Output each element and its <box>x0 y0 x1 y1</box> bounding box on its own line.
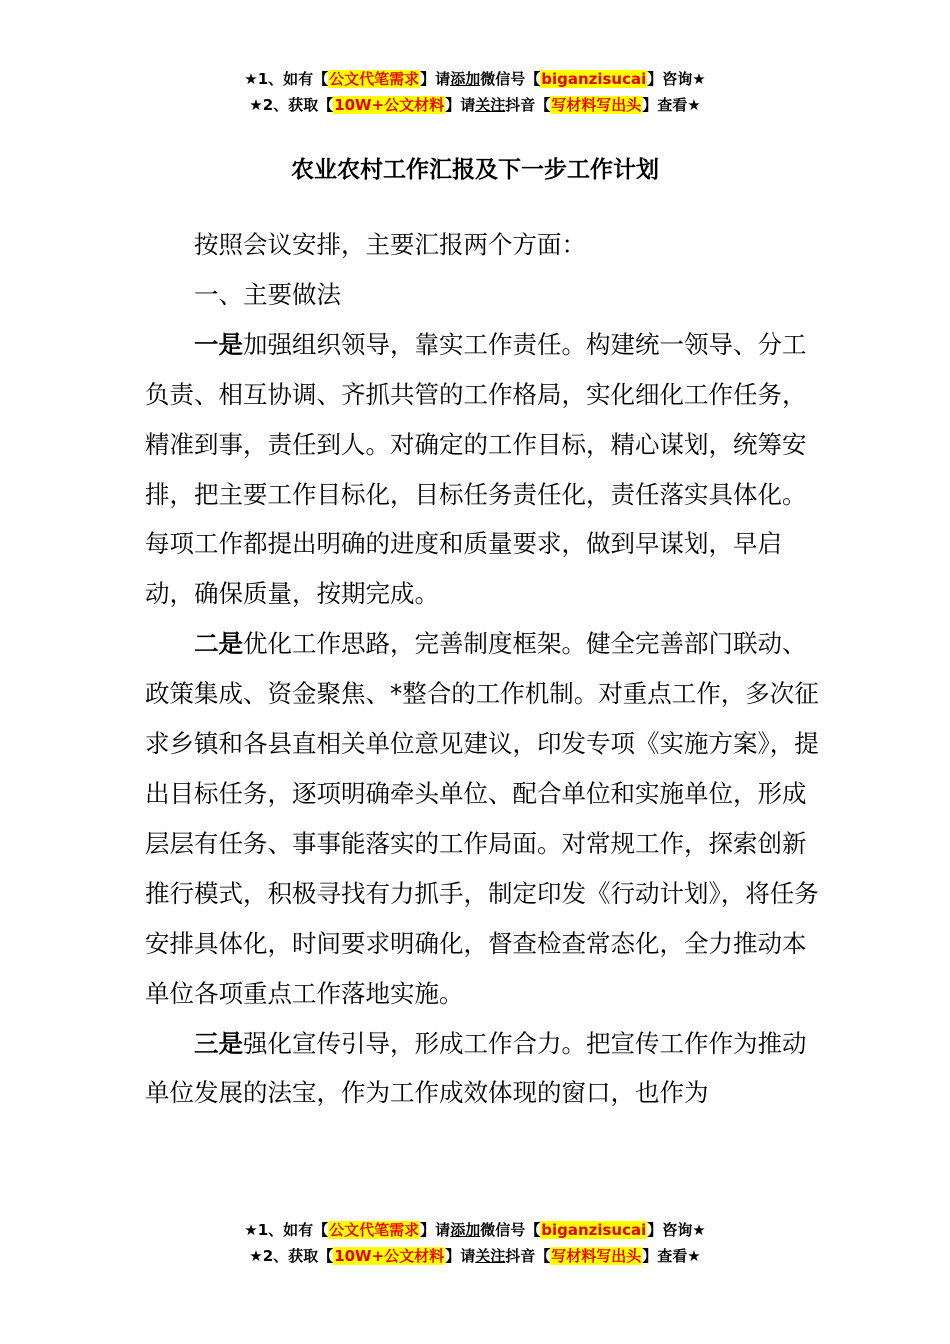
banner-underline: 关注 <box>475 1247 506 1265</box>
banner-douyin-id: 写材料写出头 <box>551 1247 642 1265</box>
footer-banner <box>0 1217 950 1269</box>
paragraph-lead: 三是 <box>194 1028 243 1058</box>
banner-line-1 <box>0 66 950 92</box>
banner-line-2 <box>0 92 950 118</box>
body-paragraph-1 <box>145 320 820 619</box>
body-paragraph-2 <box>145 619 820 1018</box>
paragraph-text: 加强组织领导，靠实工作责任。构建统一领导、分工负责、相互协调、齐抓共管的工作格局，实化细化工作任务，精准到事，责任到人。对确定的工作目标，精心谋划，统筹安排，把主要工作目标化，目标任务责任化，责任落实具体化。每项工作都提出明确的进度和质量要求，做到早谋划，早启动，确保质量，按期完成。 <box>145 329 807 609</box>
banner-highlight: 公文代笔需求 <box>329 1221 420 1239</box>
banner-line-1 <box>0 1217 950 1243</box>
intro-paragraph: 按照会议安排，主要汇报两个方面： <box>194 230 586 259</box>
banner-text: 抖音【 <box>505 96 551 114</box>
banner-text: 】查看★ <box>642 1247 701 1265</box>
banner-underline: 添加 <box>450 1221 481 1239</box>
banner-wechat-id: biganzisucai <box>541 70 647 88</box>
banner-text: 微信号【 <box>480 70 541 88</box>
banner-text: 】请 <box>445 1247 476 1265</box>
banner-highlight: 10W+公文材料 <box>334 96 445 114</box>
banner-underline: 添加 <box>450 70 481 88</box>
paragraph-text: 优化工作思路，完善制度框架。健全完善部门联动、政策集成、资金聚焦、*整合的工作机制。对重点工作，多次征求乡镇和各县直相关单位意见建议，印发专项《实施方案》，提出目标任务，逐项明确牵头单位、配合单位和实施单位，形成层层有任务、事事能落实的工作局面。对常规工作，探索创新推行模式，积极寻找有力抓手，制定印发《行动计划》，将任务安排具体化，时间要求明确化，督查检查常态化，全力推动本单位各项重点工作落地实施。 <box>145 629 819 1008</box>
banner-text: 】咨询★ <box>647 1221 706 1239</box>
banner-wechat-id: biganzisucai <box>541 1221 647 1239</box>
body-paragraph-3 <box>145 1019 820 1119</box>
banner-highlight: 公文代笔需求 <box>329 70 420 88</box>
banner-highlight: 10W+公文材料 <box>334 1247 445 1265</box>
banner-text: ★1、如有【 <box>244 1221 329 1239</box>
banner-line-2 <box>0 1243 950 1269</box>
section-heading: 一、主要做法 <box>194 279 341 309</box>
banner-text: ★2、获取【 <box>249 1247 334 1265</box>
document-title: 农业农村工作汇报及下一步工作计划 <box>291 157 659 183</box>
banner-text: 】咨询★ <box>647 70 706 88</box>
banner-text: ★1、如有【 <box>244 70 329 88</box>
paragraph-lead: 一是 <box>194 329 243 359</box>
banner-text: 】请 <box>420 70 451 88</box>
paragraph-text: 强化宣传引导，形成工作合力。把宣传工作作为推动单位发展的法宝，作为工作成效体现的窗口，也作为 <box>145 1028 807 1108</box>
paragraph-lead: 二是 <box>194 629 243 659</box>
banner-text: 微信号【 <box>480 1221 541 1239</box>
banner-douyin-id: 写材料写出头 <box>551 96 642 114</box>
banner-text: 】查看★ <box>642 96 701 114</box>
banner-text: 抖音【 <box>505 1247 551 1265</box>
banner-text: 】请 <box>445 96 476 114</box>
banner-text: ★2、获取【 <box>249 96 334 114</box>
banner-underline: 关注 <box>475 96 506 114</box>
document-body <box>145 220 820 1118</box>
header-banner <box>0 66 950 118</box>
banner-text: 】请 <box>420 1221 451 1239</box>
